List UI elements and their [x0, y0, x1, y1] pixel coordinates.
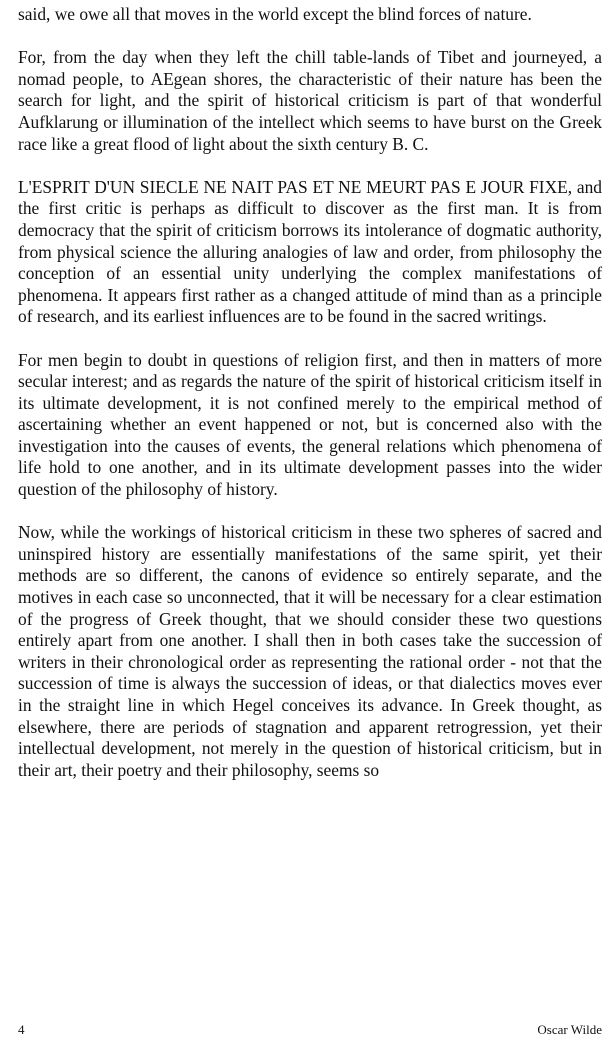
paragraph-1: said, we owe all that moves in the world except the blind forces of nature. — [18, 4, 532, 24]
paragraph-5: Now, while the workings of historical criticism in these two spheres of sacred and uninspired history are essentially manifestations of the same spirit, yet their methods are so different, the canons of evidence so entirely separate, and the motives in each case so unconnected, that it will be necessary for a clear estimation of the progress of Greek thought, that we should consider these two questions entirely apart from one another. I shall then in both cases take the succession of writers in their chronological order as representing the rational order - not that the succession of time is always the succession of ideas, or that dialectics moves ever in the straight line in which Hegel conceives its advance. In Greek thought, as elsewhere, there are periods of stagnation and apparent retrogression, yet their intellectual development, not merely in the question of historical criticism, but in their art, their poetry and their philosophy, seems so — [18, 522, 602, 780]
paragraph-2: For, from the day when they left the chill table-lands of Tibet and journeyed, a nomad people, to AEgean shores, the characteristic of their nature has been the search for light, and the spirit of historical criticism is part of that wonderful Aufklarung or illumination of the intellect which seems to have burst on the Greek race like a great flood of light about the sixth century B. C. — [18, 47, 602, 154]
page-number: 4 — [18, 1022, 25, 1037]
body-text — [18, 4, 602, 803]
running-author: Oscar Wilde — [537, 1022, 602, 1037]
paragraph-3: L'ESPRIT D'UN SIECLE NE NAIT PAS ET NE MEURT PAS E JOUR FIXE, and the first critic is perhaps as difficult to discover as the first man. It is from democracy that the spirit of criticism borrows its intolerance of dogmatic authority, from physical science the alluring analogies of law and order, from philosophy the conception of an essential unity underlying the complex manifestations of phenomena. It appears first rather as a changed attitude of mind than as a principle of research, and its earliest influences are to be found in the sacred writings. — [18, 176, 602, 327]
page-footer — [18, 1022, 602, 1040]
paragraph-4: For men begin to doubt in questions of religion first, and then in matters of more secular interest; and as regards the nature of the spirit of historical criticism itself in its ultimate development, it is not confined merely to the empirical method of ascertaining whether an event happened or not, but is concerned also with the investigation into the causes of events, the general relations which phenomena of life hold to one another, and in its ultimate development passes into the wider question of the philosophy of history. — [18, 349, 602, 500]
